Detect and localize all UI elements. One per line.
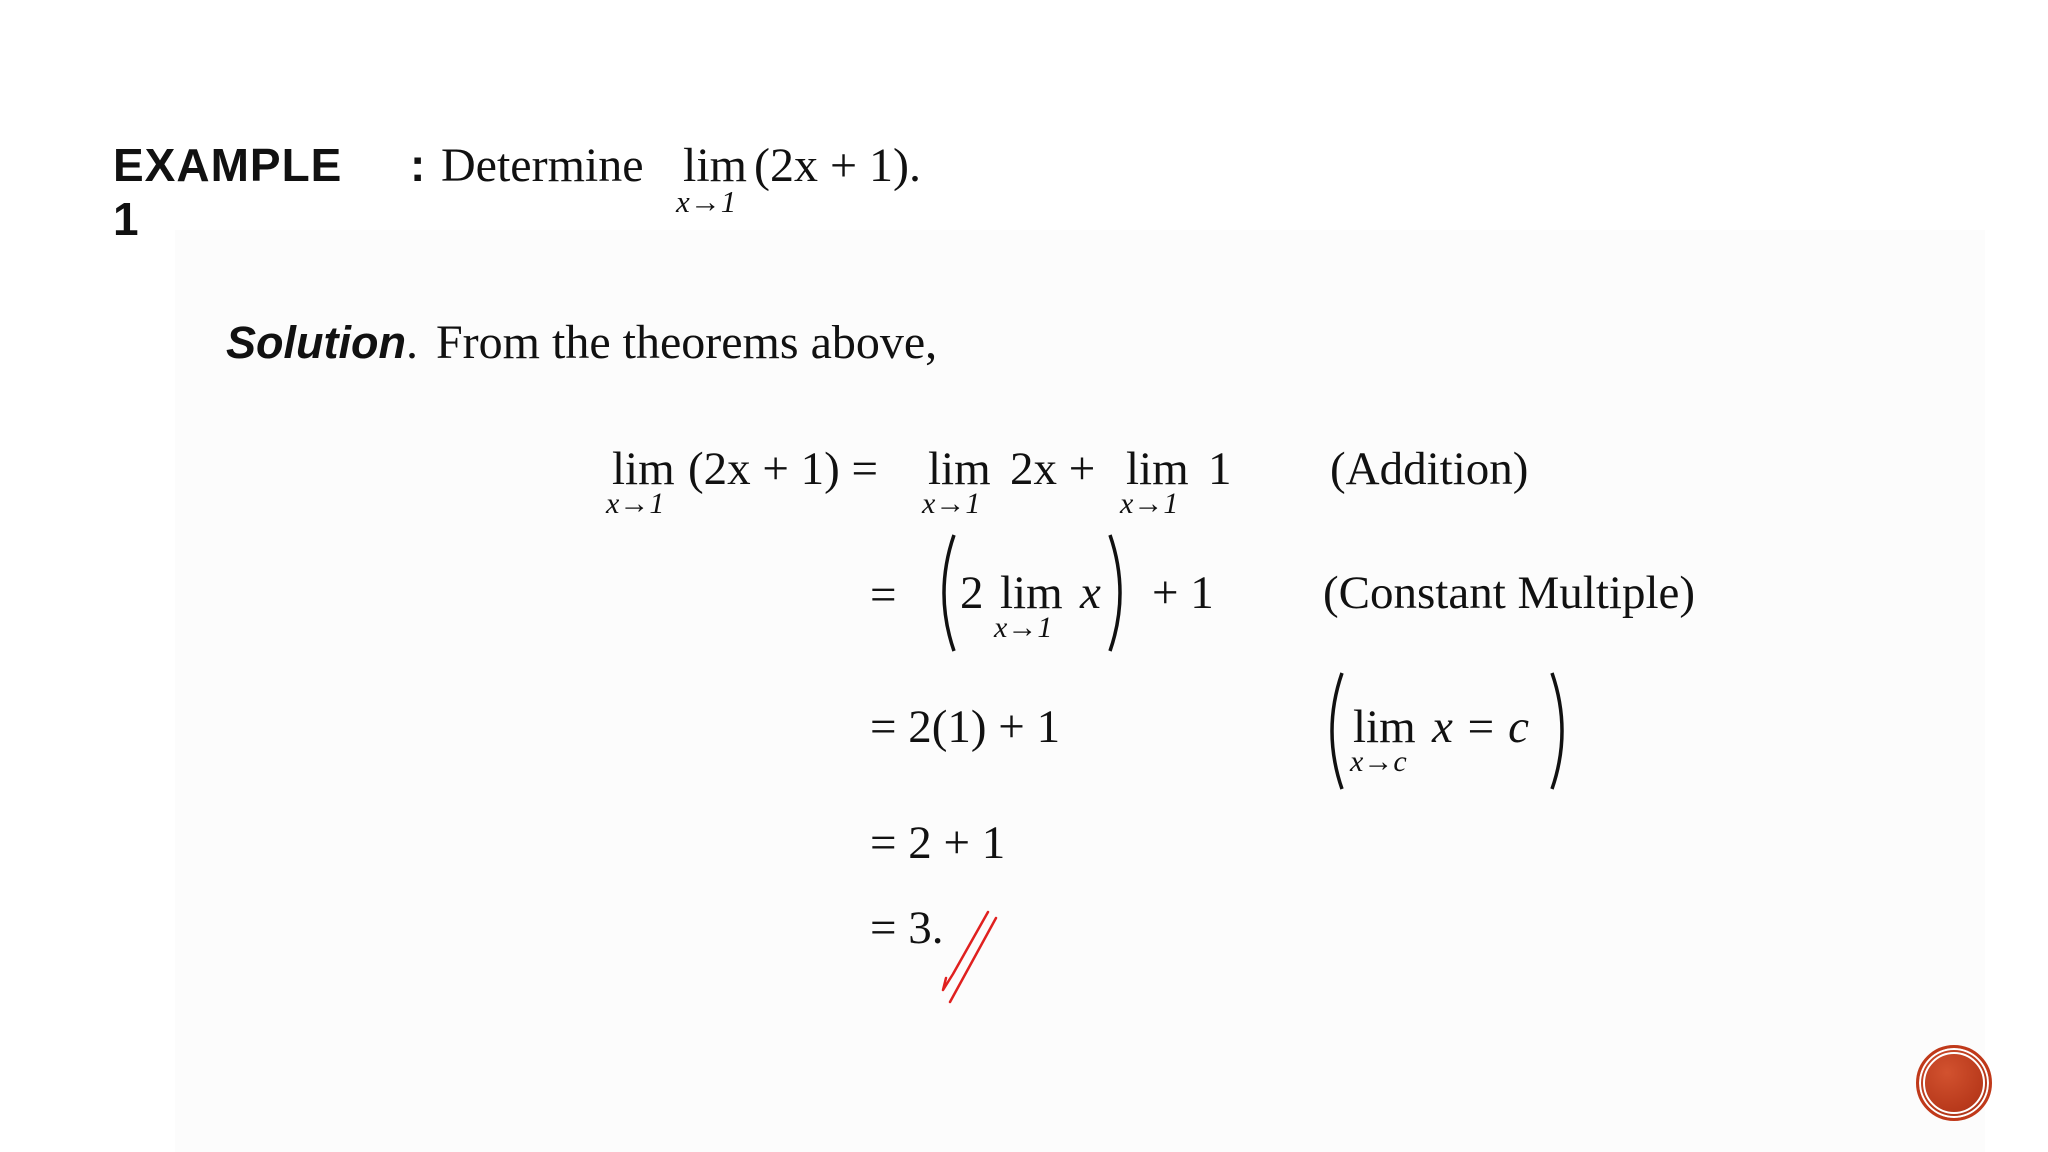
check-mark-icon: [940, 910, 1010, 1010]
lim-b-subscript: x→1: [1120, 487, 1179, 520]
reason-identity: x = c: [1432, 701, 1529, 753]
example-lim: lim: [683, 139, 748, 192]
reason-lim: lim: [1353, 701, 1416, 753]
reason-right-paren: [1548, 670, 1576, 792]
variable-x: x: [1080, 567, 1101, 619]
solution-intro: [226, 315, 937, 370]
equals-2: =: [870, 569, 897, 621]
left-paren-large: [930, 532, 958, 654]
slide-nav-button-ring: [1923, 1052, 1985, 1114]
example-expression: (2x + 1).: [754, 139, 922, 192]
lim-2: lim: [1000, 567, 1063, 619]
reason-addition: (Addition): [1330, 443, 1529, 495]
derivation-line-4: = 2 + 1: [870, 817, 1006, 869]
plus-one: + 1: [1152, 567, 1214, 619]
lim-b: lim: [1126, 443, 1189, 495]
example-instruction: Determine: [441, 139, 644, 192]
reason-left-paren: [1318, 670, 1346, 792]
example-colon: :: [410, 139, 426, 191]
example-lim-subscript: x→1: [676, 184, 737, 219]
slide-nav-button[interactable]: [1916, 1045, 1992, 1121]
lhs-lim-subscript: x→1: [606, 487, 665, 520]
example-label: EXAMPLE 1: [113, 139, 343, 245]
line3-expression: = 2(1) + 1: [870, 701, 1061, 753]
lim-2-subscript: x→1: [994, 611, 1053, 644]
lim-a-subscript: x→1: [922, 487, 981, 520]
reason-constant-multiple: (Constant Multiple): [1323, 567, 1696, 619]
term-b: 1: [1208, 443, 1232, 495]
derivation-line-5: = 3.: [870, 902, 944, 954]
term-a: 2x +: [1010, 443, 1096, 495]
right-paren-large: [1106, 532, 1134, 654]
lhs-lim: lim: [612, 443, 675, 495]
solution-dot: .: [405, 316, 418, 369]
lim-a: lim: [928, 443, 991, 495]
coefficient: 2: [960, 567, 984, 619]
solution-text: From the theorems above,: [435, 316, 938, 369]
solution-label: Solution: [226, 317, 406, 368]
lhs-expression: (2x + 1) =: [688, 443, 879, 495]
reason-lim-subscript: x→c: [1350, 745, 1407, 778]
